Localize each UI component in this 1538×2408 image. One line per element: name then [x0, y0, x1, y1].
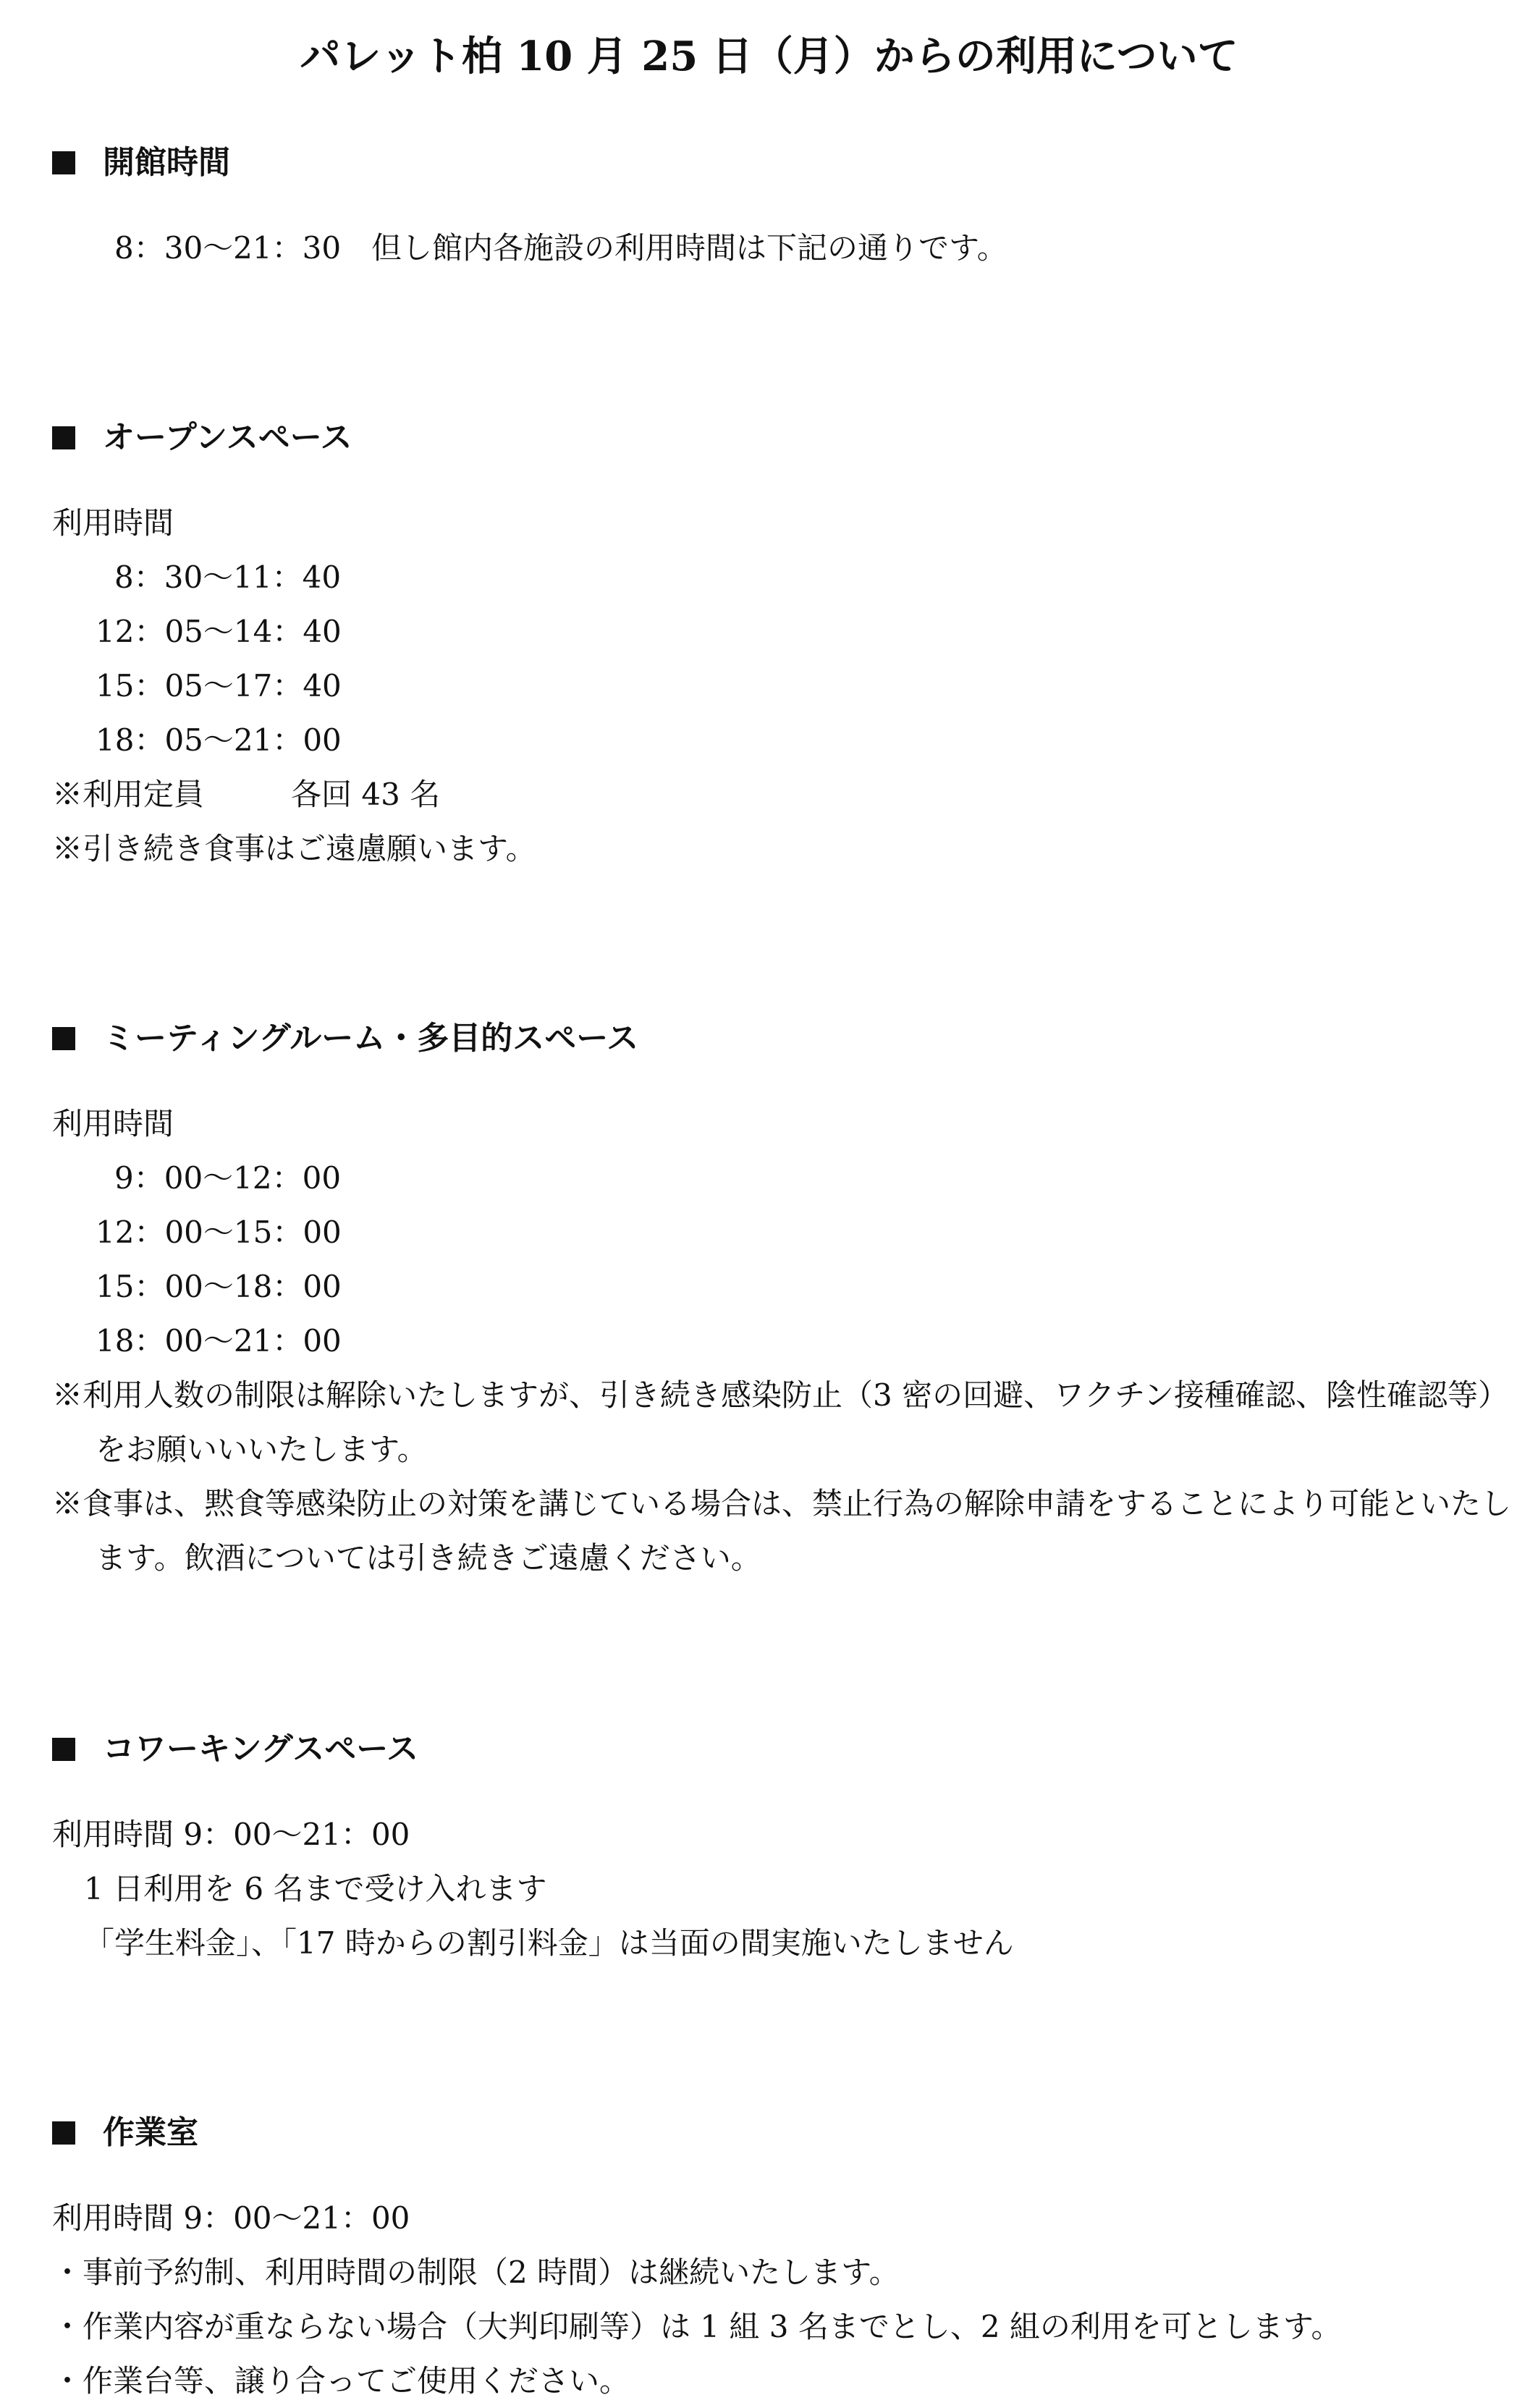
section-meeting-room [52, 1017, 1514, 1585]
time-slot: 9：00〜12：00 [114, 1160, 342, 1196]
capacity-label: ※利用定員 [52, 777, 205, 812]
time-slot: 12：05〜14：40 [96, 614, 342, 649]
time-slot: 15：00〜18：00 [96, 1269, 342, 1304]
info-line: 「学生料金」、「17 時からの割引料金」は当面の間実施いたしません [84, 1925, 1014, 1961]
heading-text: 開館時間 [103, 144, 230, 181]
time-label: 利用時間 [52, 505, 174, 541]
square-bullet-icon [52, 1738, 75, 1761]
square-bullet-icon [52, 2121, 75, 2145]
heading-text: コワーキングスペース [103, 1731, 419, 1767]
document-title: パレット柏 10 月 25 日（月）からの利用について [300, 33, 1238, 80]
section-open-space [52, 416, 1514, 876]
section-heading [52, 141, 1514, 185]
section-heading [52, 1728, 1514, 1771]
section-opening-hours [52, 141, 1514, 275]
time-slot: 18：05〜21：00 [96, 722, 342, 758]
time-slot: 8：30〜11：40 [114, 559, 342, 595]
list-item: ・事前予約制、利用時間の制限（2 時間）は継続いたします。 [52, 2255, 900, 2290]
time-line: 利用時間 9：00〜21：00 [52, 1817, 410, 1852]
capacity-line [52, 767, 1514, 821]
heading-text: 作業室 [103, 2114, 198, 2151]
note: ※利用人数の制限は解除いたしますが、引き続き感染防止（3 密の回避、ワクチン接種確認、陰性確認等）をお願いいいたします。 [52, 1377, 1508, 1467]
list-item: ・作業内容が重ならない場合（大判印刷等）は 1 組 3 名までとし、2 組の利用を可とします。 [52, 2309, 1342, 2344]
section-heading [52, 1017, 1514, 1060]
square-bullet-icon [52, 151, 75, 174]
note: ※引き続き食事はご遠慮願います。 [52, 831, 536, 866]
info-line: 1 日利用を 6 名まで受け入れます [84, 1871, 547, 1906]
section-workroom [52, 2111, 1514, 2408]
section-heading [52, 416, 1514, 460]
section-coworking [52, 1728, 1514, 1970]
time-slot: 15：05〜17：40 [96, 668, 342, 704]
time-label: 利用時間 [52, 1106, 174, 1141]
time-slot: 18：00〜21：00 [96, 1323, 342, 1359]
section-heading [52, 2111, 1514, 2155]
square-bullet-icon [52, 1027, 75, 1050]
heading-text: ミーティングルーム・多目的スペース [103, 1020, 639, 1057]
note: ※食事は、黙食等感染防止の対策を講じている場合は、禁止行為の解除申請をすることにより可能といたします。飲酒については引き続きご遠慮ください。 [52, 1486, 1512, 1576]
heading-text: オープンスペース [103, 419, 352, 456]
capacity-value: 各回 43 名 [291, 777, 441, 812]
opening-hours-text: 8：30〜21：30 但し館内各施設の利用時間は下記の通りです。 [114, 230, 1007, 266]
square-bullet-icon [52, 426, 75, 449]
list-item: ・作業台等、譲り合ってご使用ください。 [52, 2363, 630, 2399]
time-line: 利用時間 9：00〜21：00 [52, 2200, 410, 2236]
time-slot: 12：00〜15：00 [96, 1214, 342, 1250]
